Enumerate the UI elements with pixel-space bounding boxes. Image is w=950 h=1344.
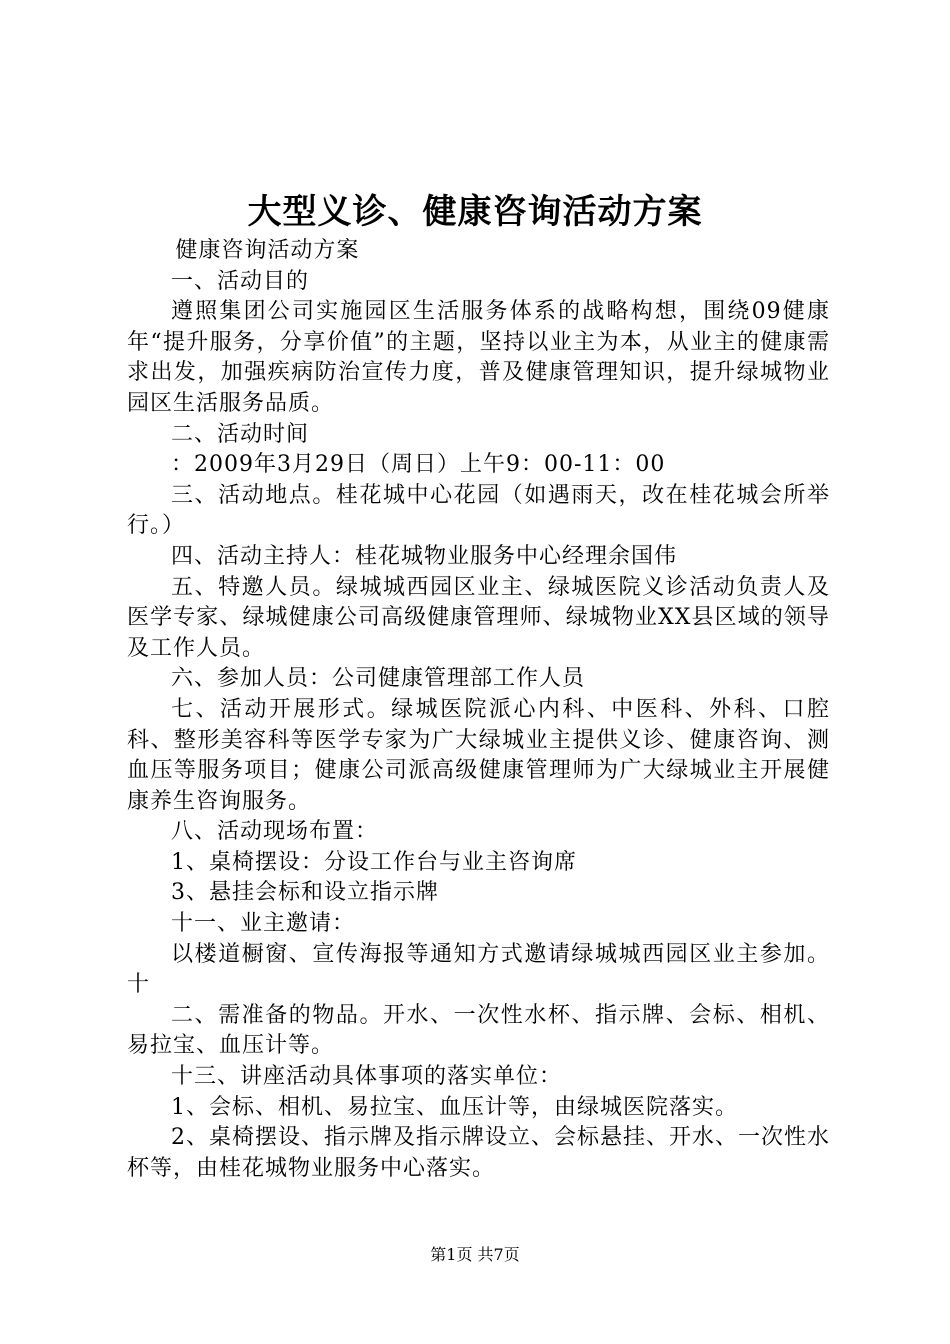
paragraph-responsibility-2: 2、桌椅摆设、指示牌及指示牌设立、会标悬挂、开水、一次性水杯等，由桂花城物业服务中心落实。 xyxy=(127,1125,830,1181)
paragraph-participants: 六、参加人员：公司健康管理部工作人员 xyxy=(171,666,586,692)
paragraph-purpose: 遵照集团公司实施园区生活服务体系的战略构想，围绕09健康年“提升服务，分享价值”的主题，坚持以业主为本，从业主的健康需求出发，加强疾病防治宣传力度，普及健康管理知识，提升绿城物业园区生活服务品质。 xyxy=(127,299,830,416)
document-title: 大型义诊、健康咨询活动方案 xyxy=(247,192,703,232)
paragraph-invitation-heading: 十一、业主邀请： xyxy=(171,911,356,937)
paragraph-guests: 五、特邀人员。绿城城西园区业主、绿城医院义诊活动负责人及医学专家、绿城健康公司高级健康管理师、绿城物业XX县区域的领导及工作人员。 xyxy=(127,574,830,661)
document-body xyxy=(127,236,830,1184)
paragraph-host: 四、活动主持人：桂花城物业服务中心经理余国伟 xyxy=(171,543,678,569)
paragraph-subtitle: 健康咨询活动方案 xyxy=(175,238,360,263)
paragraph-supplies: 二、需准备的物品。开水、一次性水杯、指示牌、会标、相机、易拉宝、血压计等。 xyxy=(127,1002,830,1059)
paragraph-responsibility-1: 1、会标、相机、易拉宝、血压计等，由绿城医院落实。 xyxy=(171,1094,738,1120)
paragraph-location: 三、活动地点。桂花城中心花园（如遇雨天，改在桂花城会所举行。） xyxy=(127,482,830,539)
paragraph-section-2-heading: 二、活动时间 xyxy=(171,421,310,447)
paragraph-format: 七、活动开展形式。绿城医院派心内科、中医科、外科、口腔科、整形美容科等医学专家为广大绿城业主提供义诊、健康咨询、测血压等服务项目；健康公司派高级健康管理师为广大绿城业主开展健康养生咨询服务。 xyxy=(127,696,830,814)
paragraph-layout-item-1: 1、桌椅摆设：分设工作台与业主咨询席 xyxy=(171,849,577,875)
page-footer: 第1页 共7页 xyxy=(430,1245,520,1264)
paragraph-invitation: 以楼道橱窗、宣传海报等通知方式邀请绿城城西园区业主参加。十 xyxy=(127,941,830,998)
paragraph-layout-heading: 八、活动现场布置： xyxy=(171,819,379,845)
paragraph-responsibility-heading: 十三、讲座活动具体事项的落实单位： xyxy=(171,1064,563,1090)
paragraph-section-1-heading: 一、活动目的 xyxy=(171,268,310,294)
paragraph-layout-item-3: 3、悬挂会标和设立指示牌 xyxy=(171,880,439,906)
paragraph-time: ：2009年3月29日（周日）上午9：00-11：00 xyxy=(171,452,666,478)
